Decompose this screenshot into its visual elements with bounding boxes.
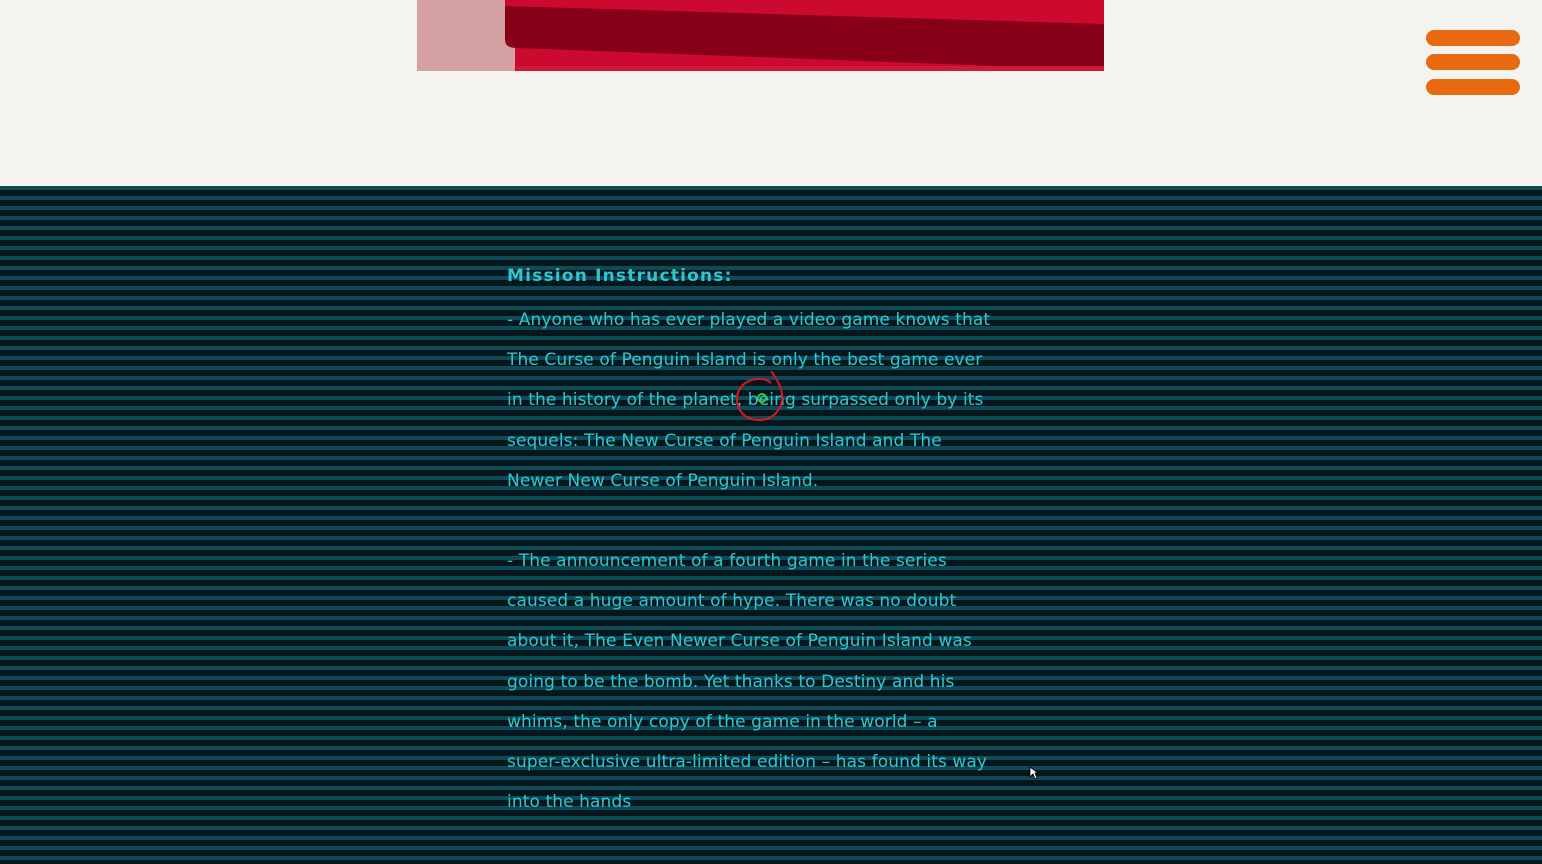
menu-bar-bottom bbox=[1426, 79, 1520, 95]
menu-bar-middle bbox=[1426, 54, 1520, 70]
banner-image bbox=[417, 0, 1104, 71]
mission-heading: Mission Instructions: bbox=[507, 266, 733, 286]
top-banner bbox=[0, 0, 1542, 186]
mission-text bbox=[507, 260, 993, 822]
menu-button[interactable] bbox=[1426, 30, 1520, 95]
mission-section bbox=[0, 186, 1542, 864]
mission-paragraph-1: - Anyone who has ever played a video game knows that The Curse of Penguin Island is only the best game ever in the history of the planet, being surpassed only by its sequels: The New Curse of Penguin Island and The Newer New Curse of Penguin Island. bbox=[507, 310, 991, 491]
hamburger-menu-icon bbox=[1426, 30, 1520, 46]
mission-paragraph-2: - The announcement of a fourth game in the series caused a huge amount of hype. There was no doubt about it, The Even Newer Curse of Penguin Island was going to be the bomb. Yet thanks to Destiny and his whims, the only copy of the game in the world – a super-exclusive ultra-limited edition – has found its way into the hands bbox=[507, 551, 988, 813]
mouse-cursor-icon bbox=[1029, 766, 1039, 780]
